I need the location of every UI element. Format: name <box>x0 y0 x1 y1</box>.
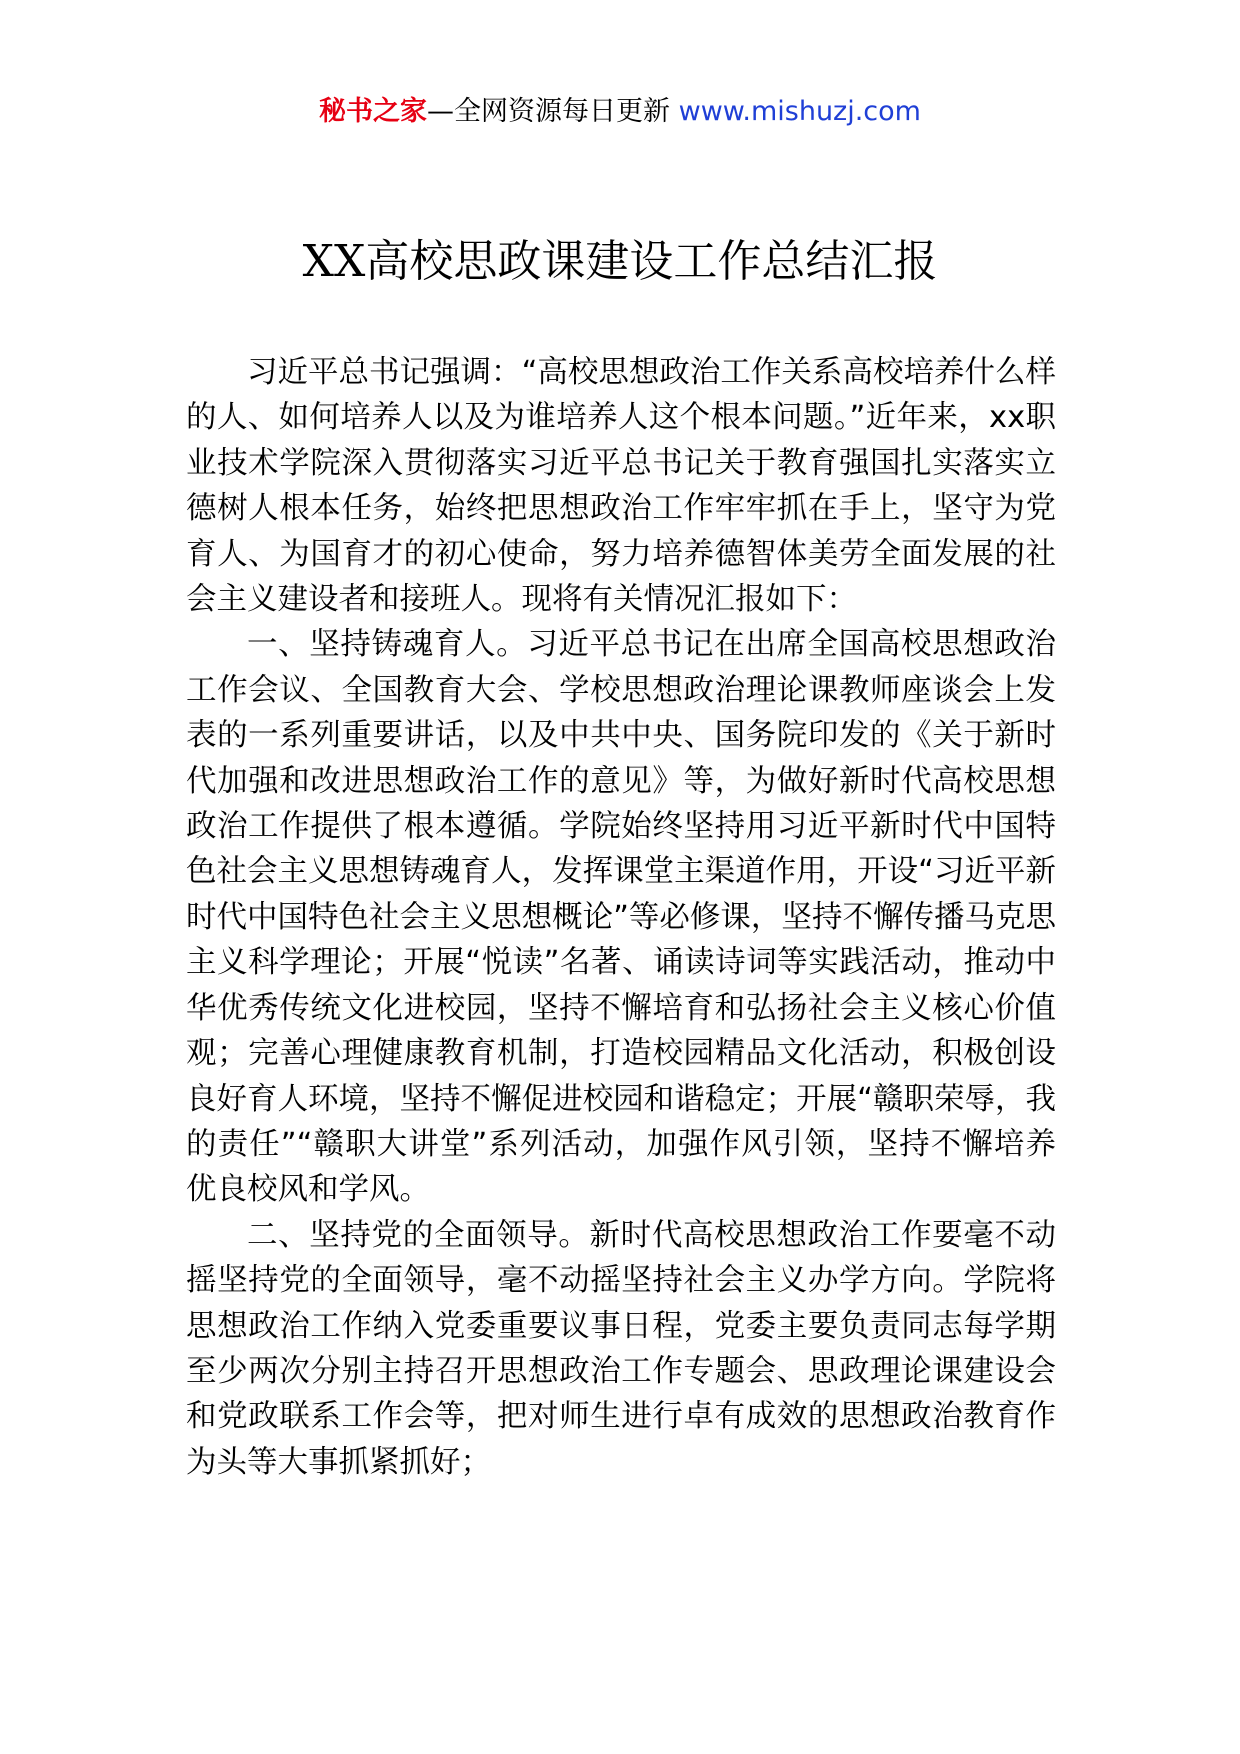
site-brand: 秘书之家 <box>319 96 428 127</box>
site-tagline: —全网资源每日更新 <box>427 96 679 127</box>
site-url-link[interactable]: www.mishuzj.com <box>678 96 921 127</box>
paragraph-intro: 习近平总书记强调：“高校思想政治工作关系高校培养什么样的人、如何培养人以及为谁培养人这个根本问题。”近年来，xx职业技术学院深入贯彻落实习近平总书记关于教育强国扎实落实立德树人根本任务，始终把思想政治工作牢牢抓在手上，坚守为党育人、为国育才的初心使命，努力培养德智体美劳全面发展的社会主义建设者和接班人。现将有关情况汇报如下： <box>186 355 1056 618</box>
document-title: XX高校思政课建设工作总结汇报 <box>302 236 938 287</box>
site-header <box>0 94 1240 130</box>
document-body <box>186 350 1056 1485</box>
paragraph-section-1: 一、坚持铸魂育人。习近平总书记在出席全国高校思想政治工作会议、全国教育大会、学校思想政治理论课教师座谈会上发表的一系列重要讲话，以及中共中央、国务院印发的《关于新时代加强和改进思想政治工作的意见》等，为做好新时代高校思想政治工作提供了根本遵循。学院始终坚持用习近平新时代中国特色社会主义思想铸魂育人，发挥课堂主渠道作用，开设“习近平新时代中国特色社会主义思想概论”等必修课，坚持不懈传播马克思主义科学理论；开展“悦读”名著、诵读诗词等实践活动，推动中华优秀传统文化进校园，坚持不懈培育和弘扬社会主义核心价值观；完善心理健康教育机制，打造校园精品文化活动，积极创设良好育人环境，坚持不懈促进校园和谐稳定；开展“赣职荣辱，我的责任”“赣职大讲堂”系列活动，加强作风引领，坚持不懈培养优良校风和学风。 <box>186 627 1056 1208</box>
paragraph-section-2: 二、坚持党的全面领导。新时代高校思想政治工作要毫不动摇坚持党的全面领导，毫不动摇坚持社会主义办学方向。学院将思想政治工作纳入党委重要议事日程，党委主要负责同志每学期至少两次分别主持召开思想政治工作专题会、思政理论课建设会和党政联系工作会等，把对师生进行卓有成效的思想政治教育作为头等大事抓紧抓好； <box>186 1217 1056 1480</box>
